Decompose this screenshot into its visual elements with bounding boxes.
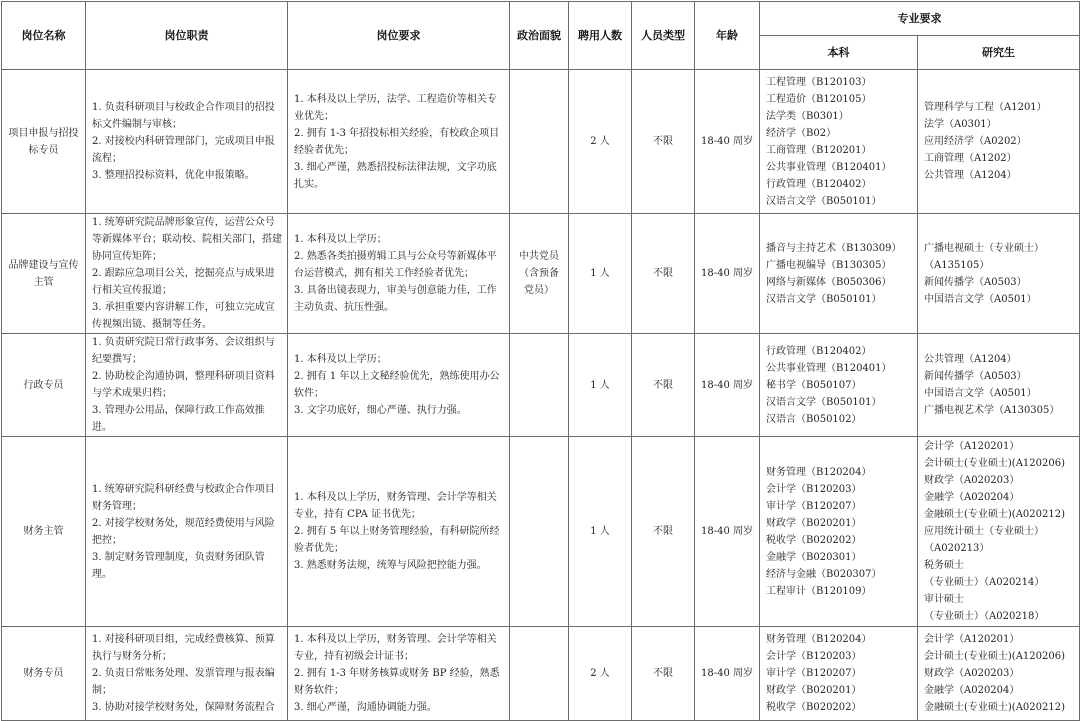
major-item: 审计硕士 [924, 594, 964, 605]
major-item: 汉语言文学（B050101） [766, 195, 882, 207]
header-graduate: 研究生 [918, 36, 1080, 70]
major-item: 审计学（B120207） [766, 668, 862, 679]
duty-line: 3. 协助对接学校财务处，保障财务流程合 [92, 702, 275, 713]
major-item: （A020213） [924, 543, 990, 554]
political-cell: 中共党员（含预备党员） [510, 214, 569, 334]
duty-line: 3. 制定财务管理制度，负责财务团队管理。 [92, 551, 265, 580]
major-item: 秘书学（B050107） [766, 379, 862, 391]
major-item: （专业硕士）（A020214） [924, 577, 1045, 588]
header-undergrad: 本科 [760, 36, 918, 70]
requirement-line: 1. 本科及以上学历，财务管理、会计学等相关专业，持有初级会计证书； [294, 634, 497, 662]
major-item: 金融学（A020204） [924, 685, 1020, 696]
major-item: 金融硕士(专业硕士)(A020212) [924, 702, 1066, 713]
staff-type-cell: 不限 [632, 627, 695, 721]
major-item: 财政学（B020201） [766, 517, 862, 529]
major-item: 公共事业管理（B120401） [766, 362, 892, 374]
major-item: 汉语言文学（B050101） [766, 293, 882, 305]
requirements-cell [288, 437, 510, 627]
major-item: 税收学（B020202） [766, 534, 862, 546]
table-row [2, 334, 1080, 437]
count-cell: 1 人 [569, 334, 632, 437]
major-item: 公共管理（A1204） [924, 354, 1017, 365]
major-item: 会计学（B120203） [766, 651, 862, 662]
position-name: 行政专员 [2, 334, 86, 437]
major-item: 工程审计（B120109） [766, 585, 872, 597]
political-cell [510, 334, 569, 437]
requirements-cell [288, 627, 510, 721]
political-cell [510, 627, 569, 721]
requirement-line: 1. 本科及以上学历； [294, 234, 387, 245]
major-item: 广播电视编导（B130305） [766, 259, 892, 271]
major-item: 汉语言文学（B050101） [766, 396, 882, 408]
staff-type-cell: 不限 [632, 214, 695, 334]
graduate-majors-cell [918, 627, 1080, 721]
major-item: 管理科学与工程（A1201） [924, 102, 1047, 113]
major-item: 经济学（B02） [766, 127, 837, 139]
duties-cell [86, 70, 288, 214]
duties-cell [86, 627, 288, 721]
major-item: 汉语言（B050102） [766, 413, 862, 425]
age-cell: 18-40 周岁 [695, 334, 760, 437]
major-item: 工商管理（A1202） [924, 153, 1017, 164]
count-cell: 2 人 [569, 70, 632, 214]
duty-line: 2. 对接学校财务处，规范经费使用与风险把控； [92, 517, 275, 546]
requirements-cell [288, 214, 510, 334]
age-cell: 18-40 周岁 [695, 70, 760, 214]
duty-line: 3. 整理招投标资料，优化申报策略。 [92, 170, 255, 181]
count-cell: 1 人 [569, 214, 632, 334]
undergrad-majors-cell [760, 627, 918, 721]
major-item: 行政管理（B120402） [766, 178, 872, 190]
recruitment-table [1, 1, 1080, 721]
major-item: 金融学（B020301） [766, 551, 862, 563]
major-item: 税务硕士 [924, 560, 964, 571]
major-item: 财务管理（B120204） [766, 634, 872, 645]
major-item: 公共事业管理（B120401） [766, 161, 892, 173]
major-item: 经济与金融（B020307） [766, 568, 882, 580]
duty-line: 1. 统筹研究院品牌形象宣传，运营公众号等新媒体平台；联动校、院相关部门，搭建协同宣传矩阵； [92, 217, 282, 262]
major-item: 财政学（A020203） [924, 475, 1020, 486]
age-cell: 18-40 周岁 [695, 627, 760, 721]
undergrad-majors-cell [760, 70, 918, 214]
staff-type-cell: 不限 [632, 334, 695, 437]
duties-cell [86, 437, 288, 627]
requirements-cell [288, 334, 510, 437]
duties-cell [86, 334, 288, 437]
major-item: 中国语言文学（A0501） [924, 388, 1037, 399]
position-name: 财务专员 [2, 627, 86, 721]
major-item: 公共管理（A1204） [924, 170, 1017, 181]
position-name: 品牌建设与宣传主管 [2, 214, 86, 334]
undergrad-majors-cell [760, 214, 918, 334]
requirement-line: 2. 拥有 1 年以上文秘经验优先，熟练使用办公软件； [294, 371, 500, 399]
requirement-line: 2. 拥有 1-3 年财务核算或财务 BP 经验，熟悉财务软件； [294, 668, 500, 696]
graduate-majors-cell [918, 70, 1080, 214]
requirement-line: 3. 具备出镜表现力，审美与创意能力佳，工作主动负责、抗压性强。 [294, 285, 497, 313]
major-item: 税收学（B020202） [766, 702, 862, 713]
major-item: 财务管理（B120204） [766, 466, 872, 478]
duty-line: 1. 统筹研究院科研经费与校政企合作项目财务管理； [92, 483, 275, 512]
header-duties: 岗位职责 [86, 2, 288, 70]
header-position: 岗位名称 [2, 2, 86, 70]
requirement-line: 2. 熟悉各类拍摄剪辑工具与公众号等新媒体平台运营模式，拥有相关工作经验者优先； [294, 251, 497, 279]
staff-type-cell: 不限 [632, 70, 695, 214]
count-cell: 1 人 [569, 437, 632, 627]
requirement-line: 2. 拥有 5 年以上财务管理经验，有科研院所经验者优先； [294, 526, 500, 554]
duty-line: 2. 对接校内科研管理部门，完成项目申报流程； [92, 136, 275, 164]
requirement-line: 1. 本科及以上学历； [294, 354, 387, 365]
duty-line: 3. 管理办公用品，保障行政工作高效推进。 [92, 405, 265, 433]
graduate-majors-cell [918, 437, 1080, 627]
major-item: 法学类（B0301） [766, 110, 849, 122]
requirement-line: 2. 拥有 1-3 年招投标相关经验，有校政企项目经验者优先； [294, 127, 500, 156]
age-cell: 18-40 周岁 [695, 214, 760, 334]
header-requirements: 岗位要求 [288, 2, 510, 70]
duty-line: 1. 负责研究院日常行政事务、会议组织与纪要撰写； [92, 337, 275, 365]
undergrad-majors-cell [760, 334, 918, 437]
graduate-majors-cell [918, 334, 1080, 437]
graduate-majors-cell [918, 214, 1080, 334]
header-staff-type: 人员类型 [632, 2, 695, 70]
major-item: 金融学（A020204） [924, 492, 1020, 503]
duty-line: 3. 承担重要内容讲解工作，可独立完成宣传视频出镜、摄制等任务。 [92, 302, 275, 330]
major-item: 广播电视艺术学（A130305） [924, 405, 1060, 416]
count-cell: 2 人 [569, 627, 632, 721]
major-item: 审计学（B120207） [766, 500, 862, 512]
requirement-line: 3. 细心严谨，沟通协调能力强。 [294, 702, 437, 713]
header-count: 聘用人数 [569, 2, 632, 70]
table-row [2, 70, 1080, 214]
major-item: （专业硕士）（A020218） [924, 611, 1045, 622]
major-item: 应用统计硕士（专业硕士） [924, 526, 1044, 537]
position-name: 项目申报与招投标专员 [2, 70, 86, 214]
requirement-line: 1. 本科及以上学历，法学、工程造价等相关专业优先； [294, 93, 497, 122]
requirement-line: 3. 熟悉财务法规，统筹与风险把控能力强。 [294, 560, 487, 571]
major-item: 工程造价（B120105） [766, 93, 872, 105]
duty-line: 1. 对接科研项目组，完成经费核算、预算执行与财务分析； [92, 634, 275, 662]
table-row [2, 437, 1080, 627]
table-row [2, 627, 1080, 721]
duty-line: 1. 负责科研项目与校政企合作项目的招投标文件编制与审核； [92, 102, 275, 130]
age-cell: 18-40 周岁 [695, 437, 760, 627]
major-item: 会计学（A120201） [924, 634, 1020, 645]
header-political: 政治面貌 [510, 2, 569, 70]
header-major: 专业要求 [760, 2, 1080, 36]
requirement-line: 3. 细心严谨，熟悉招投标法律法规，文字功底扎实。 [294, 161, 497, 190]
position-name: 财务主管 [2, 437, 86, 627]
major-item: 财政学（A020203） [924, 668, 1020, 679]
duty-line: 2. 协助校企沟通协调，整理科研项目资料与学术成果归档； [92, 371, 275, 399]
requirement-line: 3. 文字功底好，细心严谨、执行力强。 [294, 405, 467, 416]
major-item: 会计硕士(专业硕士)(A120206) [924, 458, 1066, 469]
major-item: 会计学（A120201） [924, 441, 1020, 452]
major-item: 行政管理（B120402） [766, 345, 872, 357]
major-item: 金融硕士(专业硕士)(A020212) [924, 509, 1066, 520]
table-row [2, 214, 1080, 334]
major-item: 法学（A0301） [924, 119, 997, 130]
duties-cell [86, 214, 288, 334]
political-cell [510, 70, 569, 214]
major-item: 新闻传播学（A0503） [924, 276, 1027, 288]
undergrad-majors-cell [760, 437, 918, 627]
major-item: 中国语言文学（A0501） [924, 293, 1037, 305]
major-item: 新闻传播学（A0503） [924, 371, 1027, 382]
major-item: 会计硕士(专业硕士)(A120206) [924, 651, 1066, 662]
staff-type-cell: 不限 [632, 437, 695, 627]
major-item: 网络与新媒体（B050306） [766, 276, 892, 288]
requirements-cell [288, 70, 510, 214]
major-item: 会计学（B120203） [766, 483, 862, 495]
political-cell [510, 437, 569, 627]
major-item: 应用经济学（A0202） [924, 136, 1027, 147]
major-item: 工商管理（B120201） [766, 144, 872, 156]
major-item: 工程管理（B120103） [766, 76, 872, 88]
major-item: 播音与主持艺术（B130309） [766, 242, 902, 254]
duty-line: 2. 负责日常账务处理、发票管理与报表编制； [92, 668, 275, 696]
duty-line: 2. 跟踪应急项目公关，挖掘亮点与成果进行相关宣传报道； [92, 268, 275, 296]
requirement-line: 1. 本科及以上学历，财务管理、会计学等相关专业，持有 CPA 证书优先； [294, 492, 497, 520]
major-item: 财政学（B020201） [766, 685, 862, 696]
major-item: 广播电视硕士（专业硕士）（A135105） [924, 242, 1044, 271]
header-age: 年龄 [695, 2, 760, 70]
